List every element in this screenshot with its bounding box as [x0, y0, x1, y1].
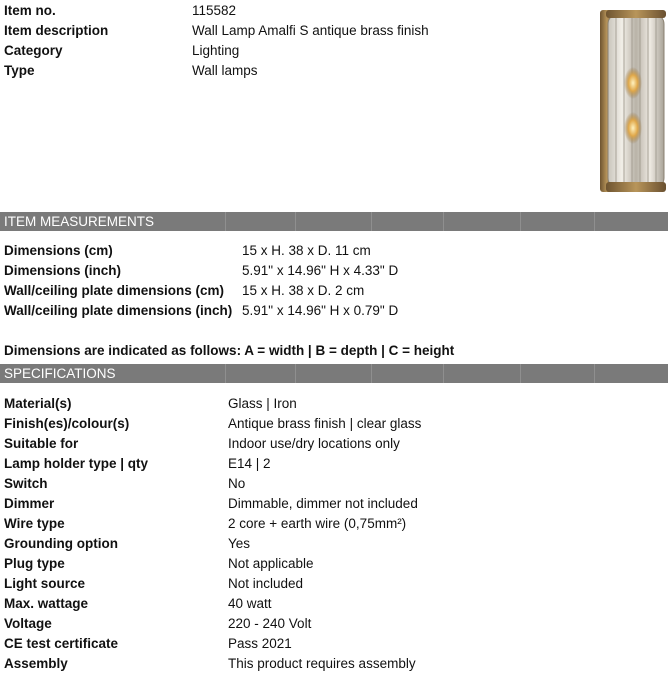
- section-title: SPECIFICATIONS: [4, 366, 116, 381]
- spec-label: Switch: [4, 476, 48, 491]
- spec-value: E14 | 2: [228, 456, 271, 471]
- spec-value: Yes: [228, 536, 251, 551]
- measurement-value: 5.91" x 14.96" H x 0.79" D: [242, 303, 399, 318]
- field-label: Item description: [4, 23, 109, 38]
- divider: [520, 364, 521, 383]
- dimensions-note: Dimensions are indicated as follows: A = width | B = depth | C = height: [4, 343, 455, 358]
- bulb-icon: [624, 67, 642, 99]
- divider: [225, 364, 226, 383]
- measurement-value: 5.91" x 14.96" H x 4.33" D: [242, 263, 399, 278]
- spec-value: 2 core + earth wire (0,75mm²): [228, 516, 407, 531]
- bottom-cap: [606, 182, 666, 192]
- divider: [371, 212, 372, 231]
- spec-value: Dimmable, dimmer not included: [228, 496, 418, 511]
- spec-label: Lamp holder type | qty: [4, 456, 149, 471]
- spec-label: Wire type: [4, 516, 65, 531]
- spec-label: Light source: [4, 576, 86, 591]
- spec-value: Glass | Iron: [228, 396, 297, 411]
- spec-value: No: [228, 476, 246, 491]
- measurement-value: 15 x H. 38 x D. 2 cm: [242, 283, 365, 298]
- spec-value: Antique brass finish | clear glass: [228, 416, 422, 431]
- measurement-label: Dimensions (inch): [4, 263, 122, 278]
- bulb-icon: [624, 112, 642, 144]
- section-header-specifications: [0, 364, 668, 383]
- field-label: Type: [4, 63, 35, 78]
- measurement-label: Dimensions (cm): [4, 243, 113, 258]
- field-value: 115582: [192, 3, 237, 18]
- spec-label: Material(s): [4, 396, 72, 411]
- spec-value: Pass 2021: [228, 636, 292, 651]
- divider: [225, 212, 226, 231]
- divider: [443, 212, 444, 231]
- field-value: Wall Lamp Amalfi S antique brass finish: [192, 23, 429, 38]
- spec-label: Assembly: [4, 656, 68, 671]
- divider: [295, 212, 296, 231]
- divider: [594, 212, 595, 231]
- measurement-label: Wall/ceiling plate dimensions (cm): [4, 283, 225, 298]
- field-label: Item no.: [4, 3, 56, 18]
- spec-label: Dimmer: [4, 496, 55, 511]
- spec-label: Finish(es)/colour(s): [4, 416, 130, 431]
- section-header-measurements: [0, 212, 668, 231]
- field-value: Lighting: [192, 43, 240, 58]
- spec-value: 220 - 240 Volt: [228, 616, 312, 631]
- wall-lamp-image: [596, 8, 668, 196]
- measurement-value: 15 x H. 38 x D. 11 cm: [242, 243, 371, 258]
- spec-label: Grounding option: [4, 536, 118, 551]
- divider: [371, 364, 372, 383]
- spec-value: Indoor use/dry locations only: [228, 436, 400, 451]
- spec-value: 40 watt: [228, 596, 272, 611]
- spec-value: Not included: [228, 576, 304, 591]
- divider: [520, 212, 521, 231]
- spec-label: Voltage: [4, 616, 52, 631]
- spec-label: Plug type: [4, 556, 65, 571]
- section-title: ITEM MEASUREMENTS: [4, 214, 155, 229]
- spec-label: Max. wattage: [4, 596, 89, 611]
- spec-value: This product requires assembly: [228, 656, 416, 671]
- spec-label: CE test certificate: [4, 636, 119, 651]
- field-label: Category: [4, 43, 63, 58]
- spec-value: Not applicable: [228, 556, 314, 571]
- top-cap: [606, 10, 666, 18]
- divider: [295, 364, 296, 383]
- spec-label: Suitable for: [4, 436, 79, 451]
- divider: [443, 364, 444, 383]
- measurement-label: Wall/ceiling plate dimensions (inch): [4, 303, 233, 318]
- divider: [594, 364, 595, 383]
- field-value: Wall lamps: [192, 63, 258, 78]
